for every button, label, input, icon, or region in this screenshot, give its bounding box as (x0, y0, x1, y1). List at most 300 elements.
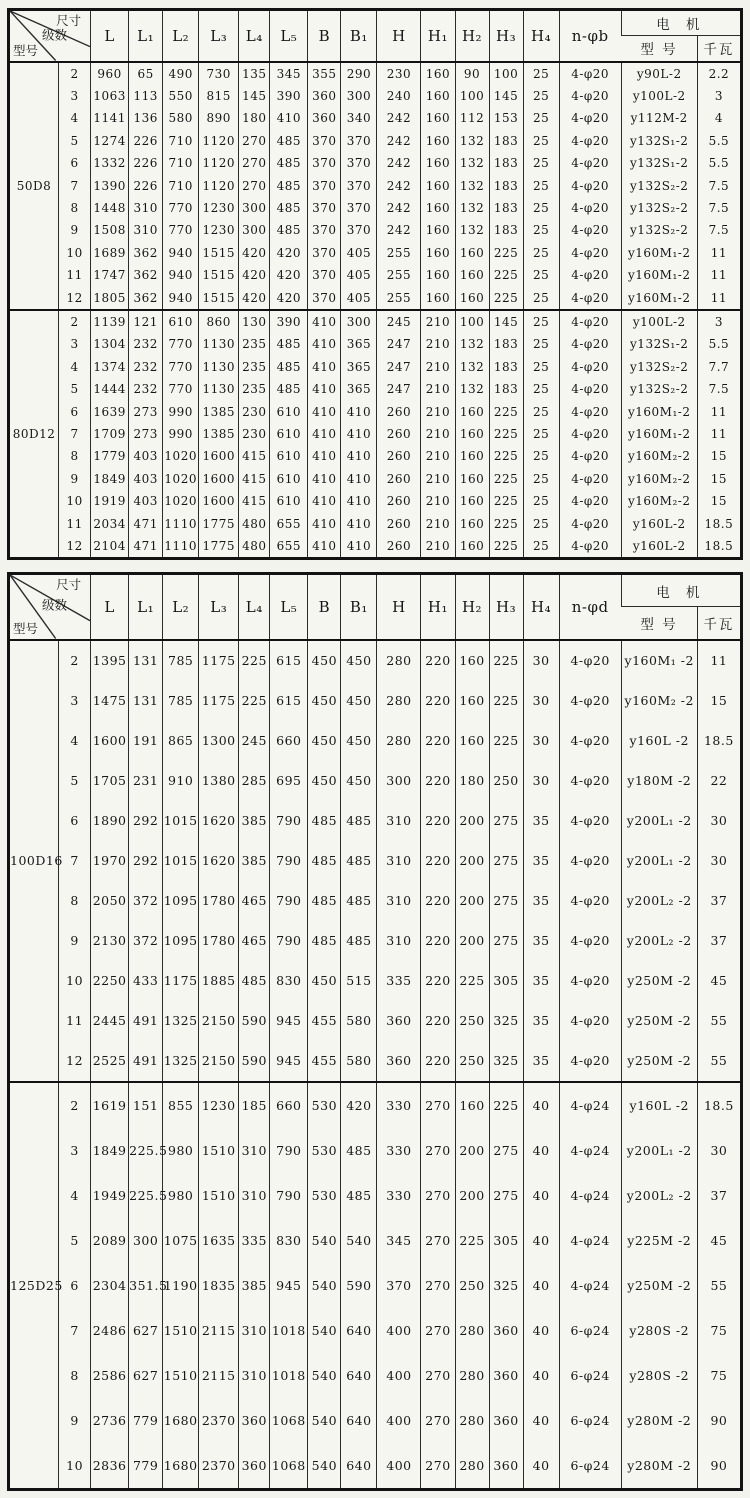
dim-value-cell: 300 (377, 761, 421, 801)
motor-power-cell: 3 (697, 85, 741, 107)
dim-value-cell: 145 (489, 85, 523, 107)
table-row (9, 761, 742, 801)
dim-value-cell: 25 (523, 423, 559, 445)
dim-value-cell: 4-φ20 (559, 174, 621, 196)
stage-count-cell: 12 (59, 286, 91, 309)
dim-col-header-7: B₁ (341, 574, 377, 640)
dim-value-cell: 410 (308, 468, 341, 490)
dim-value-cell: 335 (239, 1218, 270, 1263)
motor-model-cell: y200L₁ -2 (621, 801, 697, 841)
motor-model-cell: y160M₁ -2 (621, 640, 697, 681)
dim-value-cell: 2115 (199, 1353, 239, 1398)
dim-value-cell: 200 (455, 801, 489, 841)
dim-value-cell: 270 (421, 1128, 455, 1173)
stage-count-cell: 5 (59, 761, 91, 801)
dim-value-cell: 485 (341, 1173, 377, 1218)
dim-value-cell: 6-φ24 (559, 1398, 621, 1443)
dim-value-cell: 370 (341, 219, 377, 241)
motor-model-cell: y100L-2 (621, 310, 697, 333)
motor-model-cell: y132S₂-2 (621, 378, 697, 400)
dim-value-cell: 480 (239, 512, 270, 534)
dim-value-cell: 1680 (163, 1443, 199, 1490)
dim-value-cell: 273 (129, 423, 163, 445)
dim-value-cell: 2089 (91, 1218, 129, 1263)
dim-value-cell: 360 (239, 1443, 270, 1490)
dim-value-cell: 4-φ20 (559, 721, 621, 761)
dim-col-header-4: L₄ (239, 574, 270, 640)
dim-value-cell: 292 (129, 841, 163, 881)
dim-value-cell: 160 (421, 197, 455, 219)
dim-col-header-9: H₁ (421, 574, 455, 640)
dim-col-header-1: L₁ (129, 10, 163, 62)
dim-value-cell: 1919 (91, 490, 129, 512)
dim-col-header-9: H₁ (421, 10, 455, 62)
dim-value-cell: 160 (455, 468, 489, 490)
dim-value-cell: 325 (489, 1263, 523, 1308)
motor-model-cell: y280M -2 (621, 1443, 697, 1490)
dim-col-header-4: L₄ (239, 10, 270, 62)
dim-value-cell: 270 (239, 174, 270, 196)
dim-value-cell: 6-φ24 (559, 1308, 621, 1353)
dim-value-cell: 627 (129, 1308, 163, 1353)
dim-value-cell: 1448 (91, 197, 129, 219)
motor-power-cell: 11 (697, 400, 741, 422)
dim-value-cell: 2370 (199, 1398, 239, 1443)
dim-value-cell: 4-φ24 (559, 1173, 621, 1218)
dim-col-header-12: H₄ (523, 10, 559, 62)
dim-value-cell: 1095 (163, 881, 199, 921)
dim-value-cell: 1020 (163, 468, 199, 490)
dim-value-cell: 300 (341, 310, 377, 333)
dim-value-cell: 270 (421, 1398, 455, 1443)
dim-col-header-5: L₅ (270, 10, 308, 62)
dim-value-cell: 136 (129, 107, 163, 129)
dim-value-cell: 485 (341, 801, 377, 841)
dim-value-cell: 410 (308, 333, 341, 355)
dim-value-cell: 1020 (163, 445, 199, 467)
table-row (9, 333, 742, 355)
stage-count-cell: 2 (59, 62, 91, 85)
dim-value-cell: 4-φ20 (559, 197, 621, 219)
dim-value-cell: 410 (341, 445, 377, 467)
motor-model-cell: y200L₁ -2 (621, 841, 697, 881)
dim-value-cell: 4-φ20 (559, 286, 621, 309)
table-row (9, 264, 742, 286)
dim-value-cell: 160 (455, 512, 489, 534)
dim-value-cell: 1620 (199, 801, 239, 841)
dim-value-cell: 360 (308, 85, 341, 107)
dim-value-cell: 695 (270, 761, 308, 801)
dim-value-cell: 450 (308, 721, 341, 761)
dim-value-cell: 160 (455, 721, 489, 761)
dim-value-cell: 160 (455, 423, 489, 445)
dim-value-cell: 225 (455, 1218, 489, 1263)
dim-value-cell: 1190 (163, 1263, 199, 1308)
dim-value-cell: 385 (239, 841, 270, 881)
motor-power-cell: 3 (697, 310, 741, 333)
dim-value-cell: 610 (270, 490, 308, 512)
dim-value-cell: 1510 (199, 1173, 239, 1218)
dim-value-cell: 220 (421, 841, 455, 881)
dim-col-header-2: L₂ (163, 10, 199, 62)
dim-value-cell: 220 (421, 1041, 455, 1082)
table-row (9, 1173, 742, 1218)
dim-value-cell: 300 (129, 1218, 163, 1263)
dim-value-cell: 403 (129, 468, 163, 490)
dim-value-cell: 160 (421, 152, 455, 174)
dim-value-cell: 160 (455, 445, 489, 467)
dim-value-cell: 400 (377, 1398, 421, 1443)
motor-group-header: 电 机 (621, 574, 741, 607)
dim-value-cell: 360 (239, 1398, 270, 1443)
dim-value-cell: 1095 (163, 921, 199, 961)
dim-value-cell: 1274 (91, 130, 129, 152)
dim-value-cell: 112 (455, 107, 489, 129)
dim-value-cell: 160 (455, 264, 489, 286)
dim-value-cell: 280 (455, 1353, 489, 1398)
dim-value-cell: 360 (308, 107, 341, 129)
dim-value-cell: 2370 (199, 1443, 239, 1490)
dim-value-cell: 1508 (91, 219, 129, 241)
dim-value-cell: 200 (455, 1173, 489, 1218)
dim-value-cell: 365 (341, 378, 377, 400)
dim-value-cell: 270 (421, 1173, 455, 1218)
dim-value-cell: 1325 (163, 1001, 199, 1041)
dim-value-cell: 160 (421, 286, 455, 309)
motor-power-cell: 11 (697, 423, 741, 445)
dim-value-cell: 220 (421, 640, 455, 681)
dim-value-cell: 160 (421, 107, 455, 129)
dim-value-cell: 1780 (199, 921, 239, 961)
dim-value-cell: 830 (270, 1218, 308, 1263)
table-row (9, 378, 742, 400)
motor-power-cell: 11 (697, 640, 741, 681)
motor-model-cell: y160M₁-2 (621, 423, 697, 445)
dim-value-cell: 25 (523, 333, 559, 355)
stage-count-cell: 6 (59, 801, 91, 841)
dim-value-cell: 260 (377, 490, 421, 512)
dim-value-cell: 300 (341, 85, 377, 107)
dim-value-cell: 1120 (199, 174, 239, 196)
stage-count-cell: 3 (59, 1128, 91, 1173)
dim-value-cell: 292 (129, 801, 163, 841)
dim-value-cell: 1332 (91, 152, 129, 174)
dim-value-cell: 200 (455, 1128, 489, 1173)
dim-value-cell: 1635 (199, 1218, 239, 1263)
pump-group-125D25 (9, 1082, 742, 1490)
motor-power-cell: 18.5 (697, 512, 741, 534)
dim-value-cell: 1304 (91, 333, 129, 355)
dim-value-cell: 420 (239, 242, 270, 264)
dim-value-cell: 285 (239, 761, 270, 801)
dim-value-cell: 415 (239, 468, 270, 490)
dim-value-cell: 300 (239, 219, 270, 241)
stage-count-cell: 7 (59, 1308, 91, 1353)
dim-value-cell: 540 (308, 1308, 341, 1353)
dim-value-cell: 1775 (199, 535, 239, 559)
dim-value-cell: 420 (239, 286, 270, 309)
dim-value-cell: 1374 (91, 356, 129, 378)
corner-label-dimension: 尺寸 (56, 13, 82, 28)
dim-value-cell: 230 (239, 400, 270, 422)
dim-value-cell: 260 (377, 445, 421, 467)
dim-value-cell: 1515 (199, 286, 239, 309)
dim-value-cell: 815 (199, 85, 239, 107)
dim-value-cell: 25 (523, 286, 559, 309)
dim-value-cell: 273 (129, 400, 163, 422)
dim-value-cell: 280 (377, 681, 421, 721)
table-row (9, 356, 742, 378)
dim-value-cell: 790 (270, 881, 308, 921)
pump-model-cell: 50D8 (16, 178, 52, 193)
dim-col-header-6: B (308, 10, 341, 62)
table-row (9, 174, 742, 196)
dim-value-cell: 1515 (199, 242, 239, 264)
dim-value-cell: 25 (523, 310, 559, 333)
motor-model-cell: y160L -2 (621, 1082, 697, 1128)
dim-value-cell: 640 (341, 1398, 377, 1443)
dim-value-cell: 290 (341, 62, 377, 85)
dim-value-cell: 4-φ20 (559, 242, 621, 264)
dim-value-cell: 370 (308, 286, 341, 309)
dim-value-cell: 370 (341, 197, 377, 219)
dim-value-cell: 1619 (91, 1082, 129, 1128)
motor-group-header: 电 机 (621, 10, 741, 36)
corner-label-stages: 级数 (42, 597, 68, 613)
dim-value-cell: 30 (523, 640, 559, 681)
corner-label-dimension: 尺寸 (56, 577, 82, 593)
dim-value-cell: 890 (199, 107, 239, 129)
dim-value-cell: 405 (341, 264, 377, 286)
table-row (9, 130, 742, 152)
stage-count-cell: 2 (59, 310, 91, 333)
dim-value-cell: 485 (270, 197, 308, 219)
pump-spec-table-1 (7, 8, 743, 560)
dim-value-cell: 132 (455, 197, 489, 219)
motor-power-cell: 4 (697, 107, 741, 129)
dim-value-cell: 35 (523, 1001, 559, 1041)
motor-power-cell: 15 (697, 490, 741, 512)
stage-count-cell: 6 (59, 1263, 91, 1308)
dim-value-cell: 25 (523, 62, 559, 85)
dim-value-cell: 90 (455, 62, 489, 85)
table-row (9, 197, 742, 219)
dim-value-cell: 2445 (91, 1001, 129, 1041)
dim-value-cell: 245 (239, 721, 270, 761)
dim-value-cell: 235 (239, 333, 270, 355)
dim-value-cell: 910 (163, 761, 199, 801)
motor-model-cell: y200L₂ -2 (621, 1173, 697, 1218)
dim-value-cell: 360 (489, 1443, 523, 1490)
dim-value-cell: 1780 (199, 881, 239, 921)
pump-group-100D16 (9, 640, 742, 1082)
stage-count-cell: 2 (59, 640, 91, 681)
dim-value-cell: 655 (270, 512, 308, 534)
dim-value-cell: 420 (270, 286, 308, 309)
dim-value-cell: 2586 (91, 1353, 129, 1398)
dim-value-cell: 1120 (199, 130, 239, 152)
stage-count-cell: 10 (59, 961, 91, 1001)
dim-value-cell: 455 (308, 1001, 341, 1041)
stage-count-cell: 7 (59, 841, 91, 881)
motor-model-col-header: 型 号 (640, 42, 678, 59)
dim-value-cell: 242 (377, 130, 421, 152)
motor-power-cell: 7.5 (697, 174, 741, 196)
dim-value-cell: 160 (455, 490, 489, 512)
dim-value-cell: 610 (270, 423, 308, 445)
dim-value-cell: 4-φ20 (559, 1001, 621, 1041)
dim-value-cell: 232 (129, 333, 163, 355)
dim-value-cell: 2304 (91, 1263, 129, 1308)
dim-value-cell: 255 (377, 242, 421, 264)
dim-value-cell: 100 (489, 62, 523, 85)
dim-value-cell: 465 (239, 921, 270, 961)
dim-value-cell: 410 (341, 512, 377, 534)
dim-value-cell: 372 (129, 881, 163, 921)
motor-model-cell: y225M -2 (621, 1218, 697, 1263)
dim-value-cell: 2050 (91, 881, 129, 921)
table-row (9, 85, 742, 107)
dim-value-cell: 403 (129, 445, 163, 467)
dim-value-cell: 390 (270, 310, 308, 333)
dim-value-cell: 275 (489, 1173, 523, 1218)
dim-value-cell: 1385 (199, 400, 239, 422)
dim-value-cell: 370 (377, 1263, 421, 1308)
motor-power-cell: 22 (697, 761, 741, 801)
dim-value-cell: 183 (489, 356, 523, 378)
dim-value-cell: 210 (421, 512, 455, 534)
dim-value-cell: 25 (523, 468, 559, 490)
dim-value-cell: 280 (377, 721, 421, 761)
dim-value-cell: 4-φ20 (559, 378, 621, 400)
dim-value-cell: 1510 (163, 1353, 199, 1398)
dim-value-cell: 4-φ20 (559, 219, 621, 241)
dim-value-cell: 305 (489, 1218, 523, 1263)
dim-value-cell: 65 (129, 62, 163, 85)
dim-value-cell: 230 (239, 423, 270, 445)
dim-value-cell: 990 (163, 400, 199, 422)
dim-value-cell: 4-φ20 (559, 423, 621, 445)
stage-count-cell: 4 (59, 107, 91, 129)
dim-value-cell: 490 (163, 62, 199, 85)
dim-value-cell: 1510 (199, 1128, 239, 1173)
motor-power-cell: 45 (697, 961, 741, 1001)
dim-value-cell: 610 (270, 445, 308, 467)
stage-count-cell: 10 (59, 242, 91, 264)
dim-value-cell: 226 (129, 174, 163, 196)
dim-value-cell: 580 (163, 107, 199, 129)
dim-value-cell: 2150 (199, 1041, 239, 1082)
dim-value-cell: 660 (270, 1082, 308, 1128)
table-row (9, 468, 742, 490)
dim-value-cell: 330 (377, 1128, 421, 1173)
corner-label-model: 型号 (13, 621, 39, 637)
dim-value-cell: 945 (270, 1263, 308, 1308)
table-row (9, 535, 742, 559)
motor-power-cell: 11 (697, 264, 741, 286)
dim-value-cell: 370 (308, 174, 341, 196)
stage-count-cell: 10 (59, 490, 91, 512)
motor-model-cell: y160M₁-2 (621, 264, 697, 286)
dim-value-cell: 370 (341, 152, 377, 174)
dim-value-cell: 420 (341, 1082, 377, 1128)
dim-value-cell: 1380 (199, 761, 239, 801)
motor-power-cell: 55 (697, 1263, 741, 1308)
dim-value-cell: 485 (341, 881, 377, 921)
dim-value-cell: 310 (239, 1353, 270, 1398)
dim-value-cell: 1018 (270, 1308, 308, 1353)
dim-value-cell: 580 (341, 1041, 377, 1082)
table-row (9, 640, 742, 681)
dim-value-cell: 25 (523, 107, 559, 129)
dim-value-cell: 25 (523, 219, 559, 241)
dim-value-cell: 1300 (199, 721, 239, 761)
dim-value-cell: 235 (239, 356, 270, 378)
dim-value-cell: 242 (377, 219, 421, 241)
table-row (9, 512, 742, 534)
header-row-1 (9, 574, 742, 607)
dim-value-cell: 280 (455, 1308, 489, 1353)
dim-value-cell: 1130 (199, 356, 239, 378)
dim-value-cell: 485 (239, 961, 270, 1001)
dim-value-cell: 160 (421, 62, 455, 85)
dim-value-cell: 210 (421, 378, 455, 400)
dim-value-cell: 35 (523, 801, 559, 841)
dim-value-cell: 121 (129, 310, 163, 333)
dim-col-header-6: B (308, 574, 341, 640)
dim-value-cell: 220 (421, 721, 455, 761)
dim-value-cell: 450 (341, 761, 377, 801)
dim-value-cell: 530 (308, 1128, 341, 1173)
dim-value-cell: 2150 (199, 1001, 239, 1041)
dim-value-cell: 232 (129, 356, 163, 378)
dim-col-header-7: B₁ (341, 10, 377, 62)
dim-value-cell: 200 (455, 841, 489, 881)
dim-value-cell: 980 (163, 1128, 199, 1173)
pump-group-80D12 (9, 310, 742, 559)
motor-power-cell: 7.5 (697, 219, 741, 241)
dim-value-cell: 450 (308, 640, 341, 681)
dim-value-cell: 540 (308, 1353, 341, 1398)
dim-value-cell: 420 (270, 242, 308, 264)
dim-value-cell: 4-φ24 (559, 1128, 621, 1173)
dim-value-cell: 325 (489, 1001, 523, 1041)
dim-value-cell: 25 (523, 130, 559, 152)
stage-count-cell: 12 (59, 1041, 91, 1082)
table-row (9, 841, 742, 881)
dim-value-cell: 310 (377, 921, 421, 961)
header-row-1 (9, 10, 742, 36)
dim-value-cell: 25 (523, 445, 559, 467)
dim-value-cell: 4-φ20 (559, 640, 621, 681)
table-row (9, 445, 742, 467)
dim-value-cell: 1510 (163, 1308, 199, 1353)
pump-spec-table-2 (7, 572, 743, 1491)
dim-value-cell: 615 (270, 681, 308, 721)
dim-value-cell: 1949 (91, 1173, 129, 1218)
dim-value-cell: 310 (239, 1128, 270, 1173)
dim-value-cell: 365 (341, 333, 377, 355)
dim-value-cell: 4-φ20 (559, 490, 621, 512)
dim-value-cell: 2525 (91, 1041, 129, 1082)
dim-value-cell: 210 (421, 445, 455, 467)
table-row (9, 1218, 742, 1263)
motor-model-cell: y250M -2 (621, 1263, 697, 1308)
dim-value-cell: 790 (270, 1173, 308, 1218)
dim-value-cell: 785 (163, 681, 199, 721)
motor-power-cell: 15 (697, 445, 741, 467)
motor-model-cell: y250M -2 (621, 1041, 697, 1082)
